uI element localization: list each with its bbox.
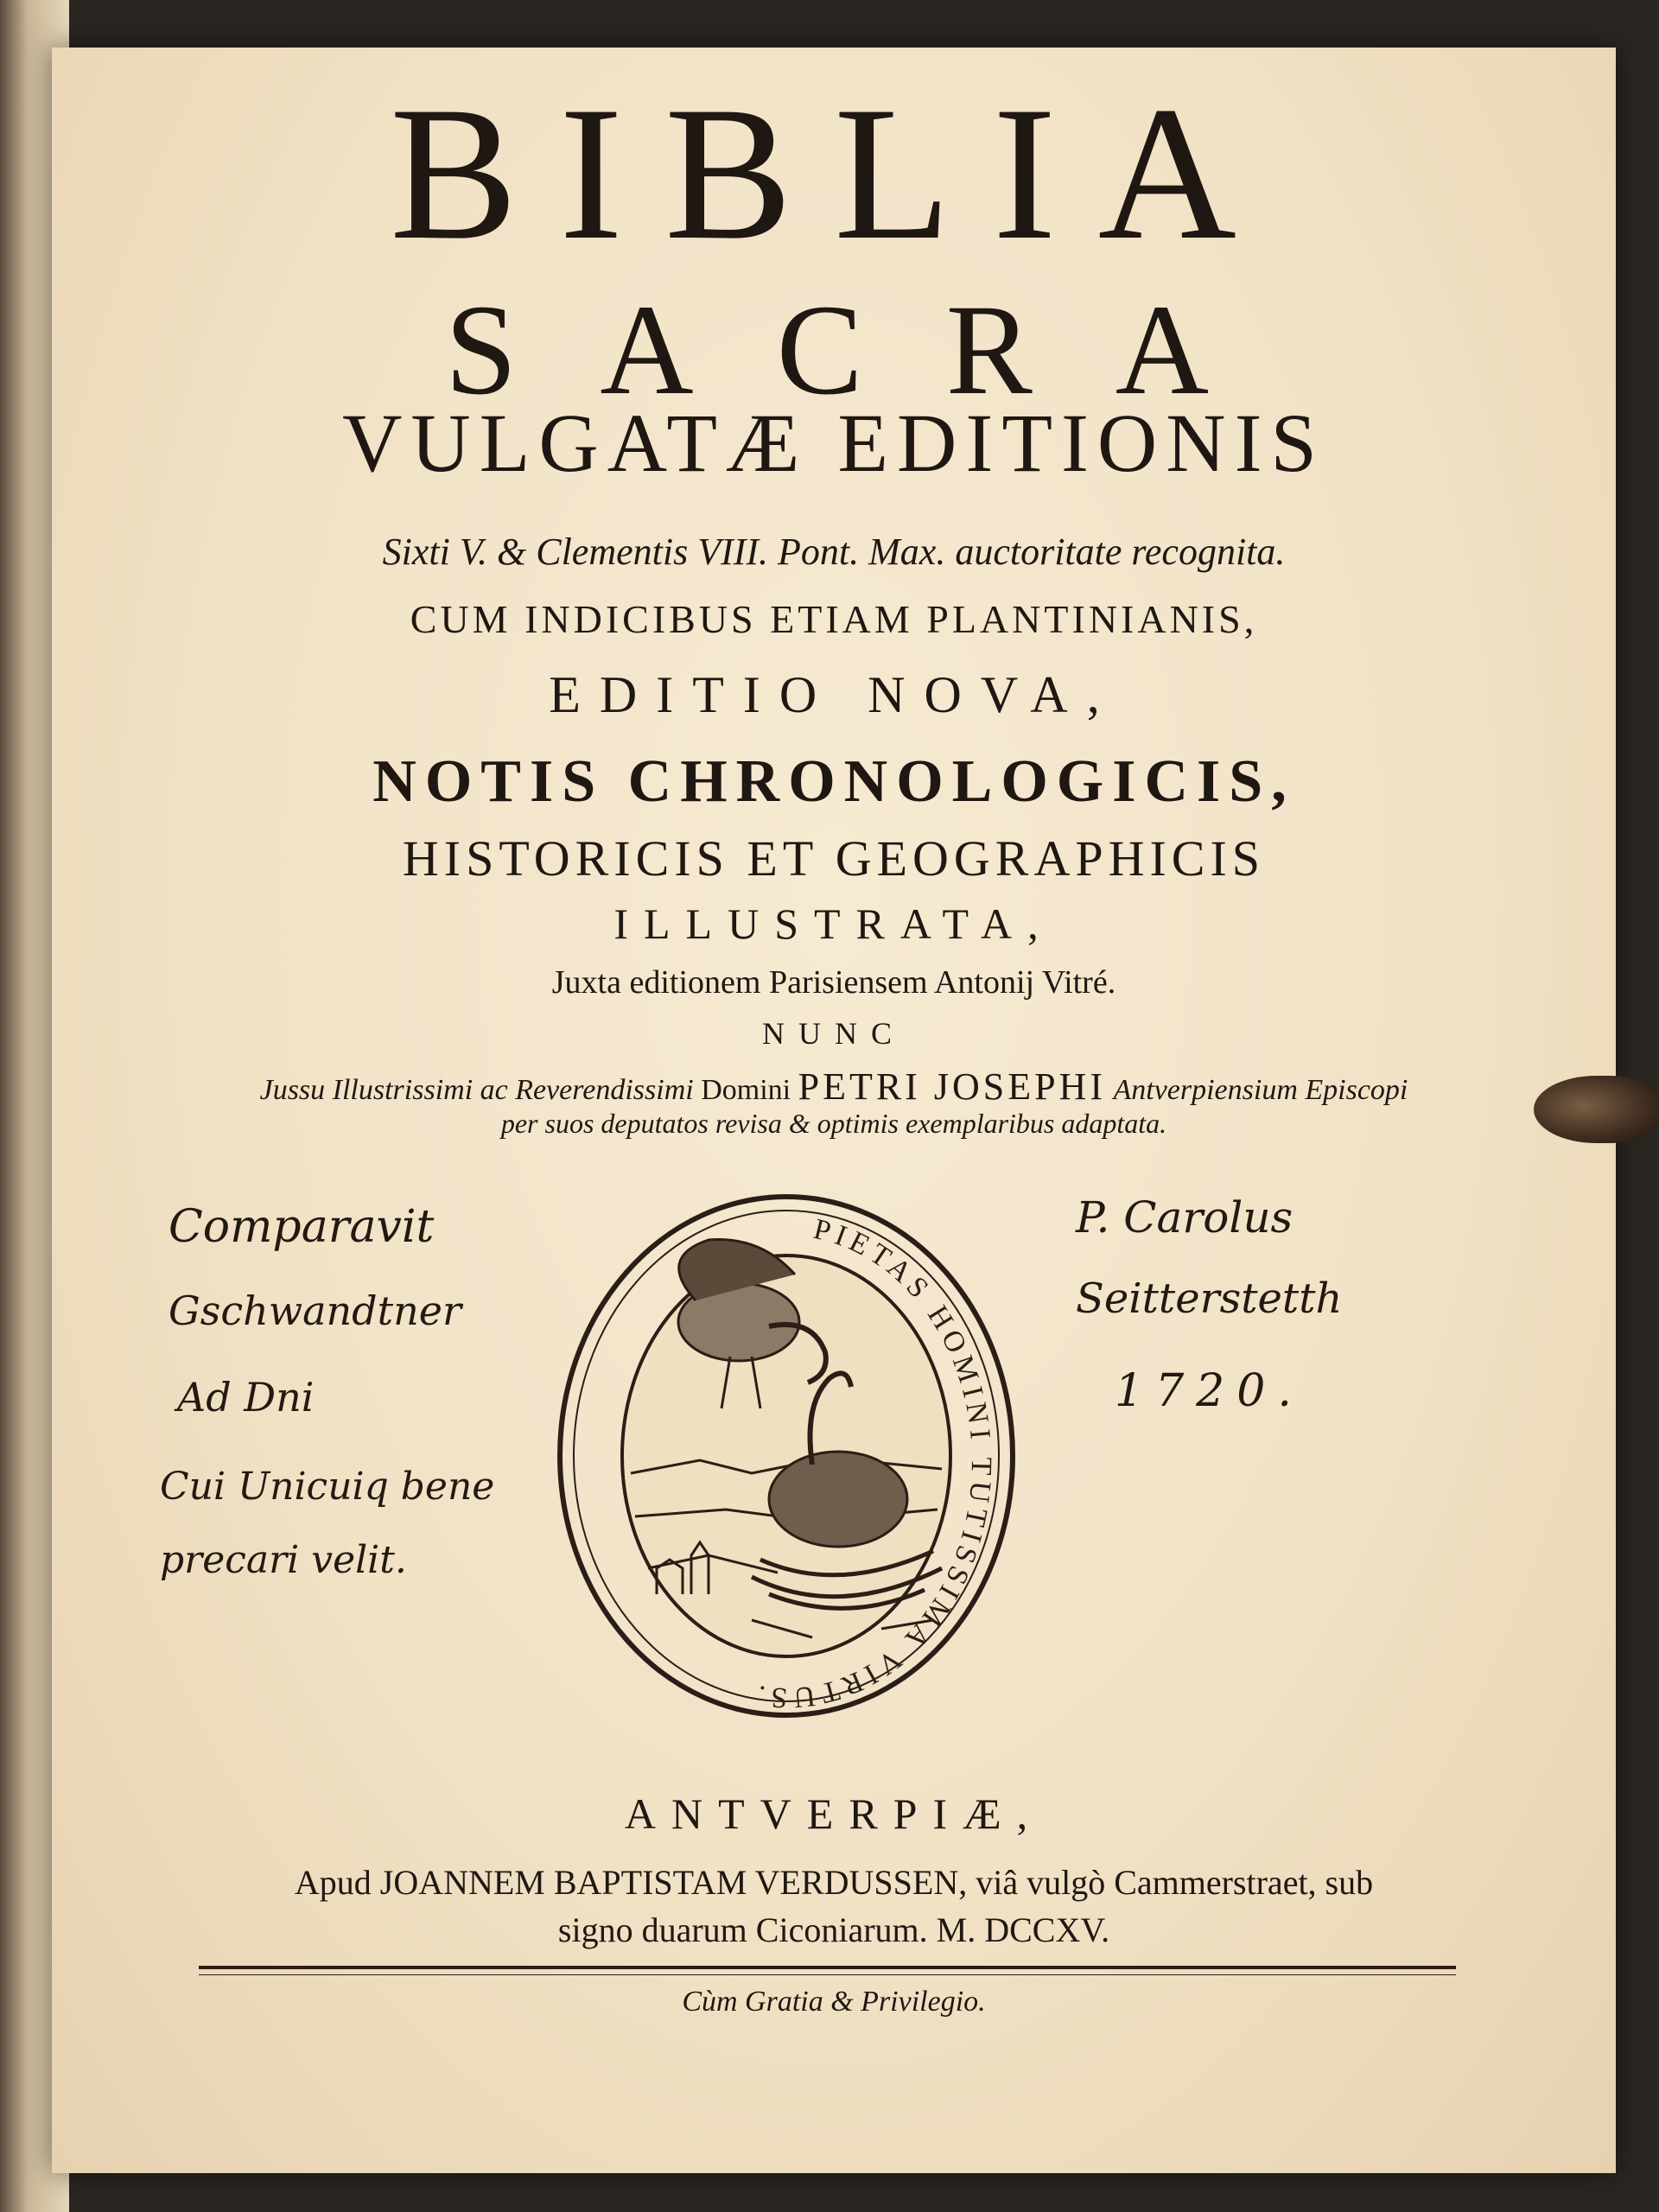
subtitle-sixti: Sixti V. & Clementis VIII. Pont. Max. auctoritate recognita. <box>382 531 1286 573</box>
jussu-part-a: Jussu Illustrissimi ac Reverendissimi <box>259 1074 694 1106</box>
jussu-part-d: Antverpiensium Episcopi <box>1113 1074 1408 1106</box>
subtitle-per: per suos deputatos revisa & optimis exemplaribus adaptata. <box>500 1108 1167 1139</box>
subtitle-editio: EDITIO NOVA, <box>549 666 1119 723</box>
title-sacra: SACRA <box>444 278 1293 422</box>
handwriting-left-1: Comparavit <box>168 1201 435 1253</box>
imprint-rule <box>199 1966 1456 1975</box>
subtitle-nunc: NUNC <box>761 1016 906 1051</box>
title-vulgatae: VULGATÆ EDITIONIS <box>342 397 1325 489</box>
jussu-part-c: PETRI JOSEPHI <box>798 1065 1106 1108</box>
handwriting-left-3: Ad Dni <box>177 1374 315 1421</box>
imprint-city: ANTVERPIÆ, <box>624 1789 1044 1838</box>
handwriting-right-3: 1720. <box>1115 1365 1304 1417</box>
handwriting-left-2: Gschwandtner <box>168 1287 461 1334</box>
imprint-sign-date: signo duarum Ciconiarum. M. DCCXV. <box>557 1910 1110 1949</box>
handwriting-right-1: P. Carolus <box>1076 1192 1294 1243</box>
handwriting-left-4: Cui Unicuiq bene <box>160 1465 495 1509</box>
subtitle-juxta: Juxta editionem Parisiensem Antonij Vitré. <box>551 964 1116 1001</box>
subtitle-illustrata: ILLUSTRATA, <box>613 899 1054 948</box>
printers-device-emblem <box>553 1188 1020 1724</box>
subtitle-jussu <box>52 1065 1616 1109</box>
imprint-publisher: Apud JOANNEM BAPTISTAM VERDUSSEN, viâ vulgò Cammerstraet, sub <box>294 1863 1374 1902</box>
subtitle-historicis: HISTORICIS ET GEOGRAPHICIS <box>402 830 1266 887</box>
handwriting-left-5: precari velit. <box>160 1538 407 1582</box>
jussu-part-b: Domini <box>701 1074 791 1106</box>
handwriting-right-2: Seitterstetth <box>1076 1274 1343 1323</box>
subtitle-indicibus: CUM INDICIBUS ETIAM PLANTINIANIS, <box>410 597 1258 641</box>
title-biblia: BIBLIA <box>390 67 1278 280</box>
imprint-privilege: Cùm Gratia & Privilegio. <box>682 1986 986 2018</box>
subtitle-notis: NOTIS CHRONOLOGICIS, <box>372 748 1295 815</box>
emblem-motto: PIETAS HOMINI TUTISSIMA VIRTUS. <box>749 1212 998 1714</box>
